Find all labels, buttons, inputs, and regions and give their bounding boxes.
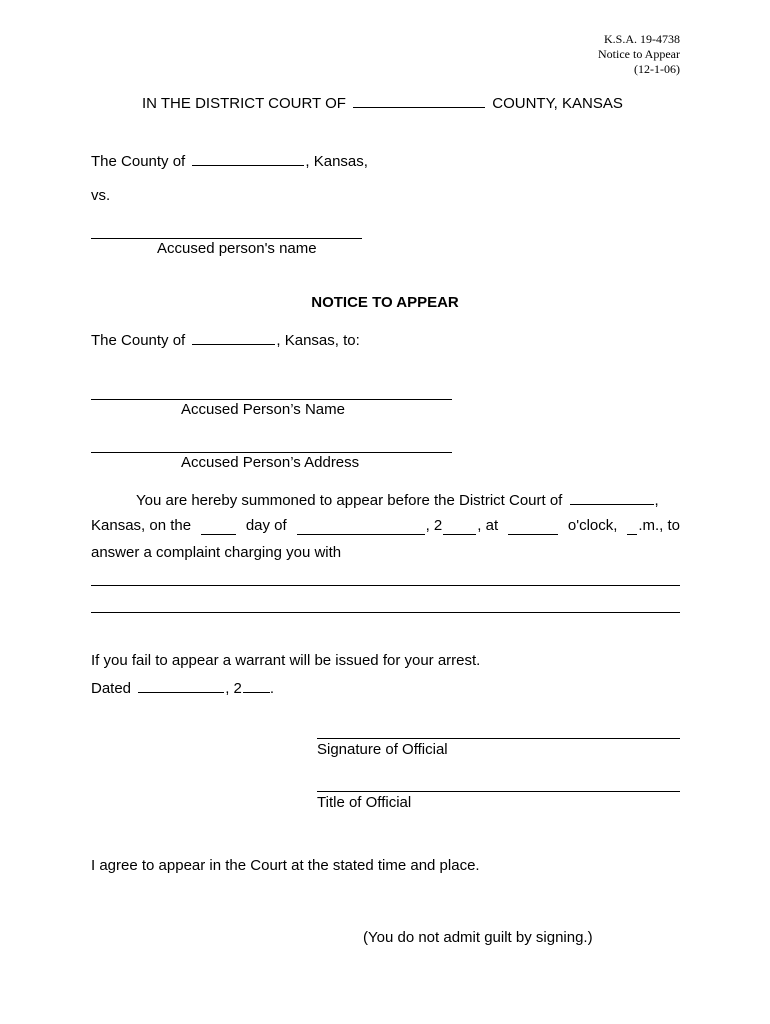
accused-person-name-label: Accused Person’s Name (181, 401, 345, 418)
warrant-warning: If you fail to appear a warrant will be issued for your arrest. (91, 652, 481, 669)
agreement-text: I agree to appear in the Court at the stated time and place. (91, 857, 480, 874)
notice-county-field[interactable] (192, 330, 275, 345)
hour-field[interactable] (508, 520, 558, 535)
statute-ref: K.S.A. 19-4738 (603, 32, 680, 46)
accused-name-label: Accused person's name (157, 240, 317, 257)
accused-person-address-label: Accused Person’s Address (181, 454, 360, 471)
accused-person-address-line[interactable] (91, 452, 452, 453)
complaint-line-2[interactable] (91, 612, 680, 613)
day-field[interactable] (201, 520, 236, 535)
plaintiff-line: The County of , Kansas, (91, 153, 368, 170)
plaintiff-county-field[interactable] (192, 151, 304, 166)
court-heading-prefix: IN THE DISTRICT COURT OF (142, 95, 346, 112)
signature-label: Signature of Official (317, 741, 448, 758)
dated-line: Dated , 2 . (91, 680, 275, 697)
am-pm-field[interactable] (627, 520, 637, 535)
form-revision: (12-1-06) (634, 62, 680, 76)
summons-line-1: You are hereby summoned to appear before the District Court of , (136, 492, 659, 509)
form-header (598, 32, 680, 77)
signature-line[interactable] (317, 738, 680, 739)
summons-line-2: Kansas, on the day of , 2 , at o'clock, .m., to (91, 517, 680, 534)
notice-title: NOTICE TO APPEAR (311, 294, 459, 311)
accused-person-name-line[interactable] (91, 399, 452, 400)
form-name: Notice to Appear (598, 47, 680, 61)
official-title-label: Title of Official (317, 794, 412, 811)
month-field[interactable] (297, 520, 425, 535)
county-field[interactable] (353, 93, 485, 108)
summons-line-3: answer a complaint charging you with (91, 544, 342, 561)
notice-to-line: The County of , Kansas, to: (91, 332, 360, 349)
dated-day-month-field[interactable] (138, 678, 224, 693)
district-court-county-field[interactable] (570, 490, 654, 505)
court-heading-suffix: COUNTY, KANSAS (492, 95, 623, 112)
dated-year-field[interactable] (243, 678, 270, 693)
court-heading (142, 93, 623, 113)
guilt-note: (You do not admit guilt by signing.) (363, 929, 593, 946)
accused-name-line[interactable] (91, 238, 362, 239)
official-title-line[interactable] (317, 791, 680, 792)
versus-text: vs. (91, 187, 111, 204)
year-field[interactable] (443, 520, 476, 535)
complaint-line-1[interactable] (91, 585, 680, 586)
